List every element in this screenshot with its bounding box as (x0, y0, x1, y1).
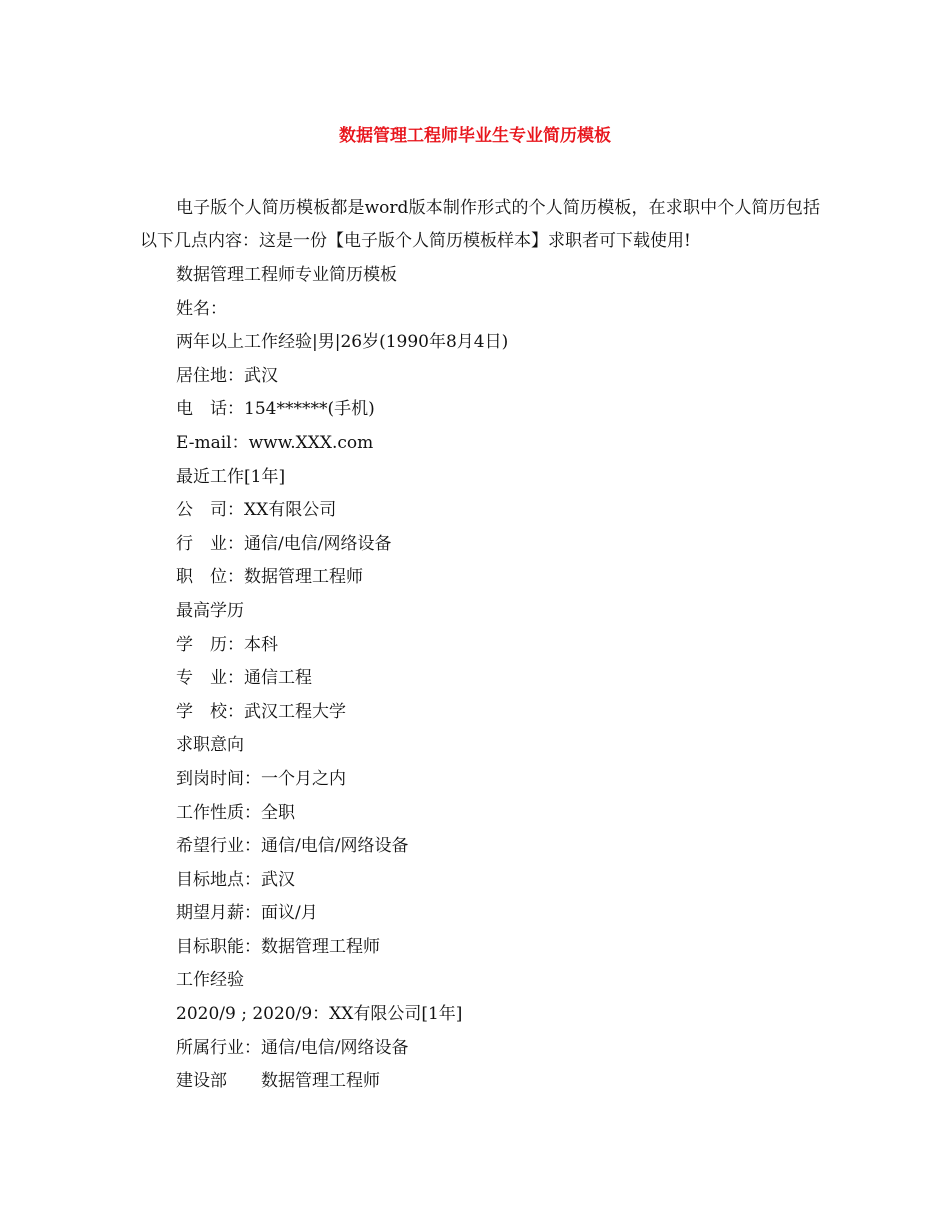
job-type-line: 工作性质：全职 (176, 802, 295, 823)
name-line: 姓名： (176, 298, 227, 319)
degree-line: 学 历：本科 (176, 634, 278, 655)
document-title: 数据管理工程师毕业生专业简历模板 (339, 126, 611, 146)
expected-salary-line: 期望月薪：面议/月 (176, 903, 318, 924)
target-location-line: 目标地点：武汉 (176, 869, 295, 890)
school-line: 学 校：武汉工程大学 (176, 701, 346, 722)
desired-industry-line: 希望行业：通信/电信/网络设备 (176, 836, 409, 857)
resume-lines (176, 259, 816, 1099)
work-industry-line: 所属行业：通信/电信/网络设备 (176, 1037, 409, 1058)
industry-line: 行 业：通信/电信/网络设备 (176, 533, 392, 554)
education-heading: 最高学历 (176, 600, 244, 621)
job-intention-heading: 求职意向 (176, 735, 244, 756)
intro-paragraph: 电子版个人简历模板都是word版本制作形式的个人简历模板，在求职中个人简历包括以下几点内容：这是一份【电子版个人简历模板样本】求职者可下载使用! (140, 198, 820, 251)
work-period-line: 2020/9 ; 2020/9：XX有限公司[1年] (176, 1004, 463, 1025)
email-line: E-mail：www.XXX.com (176, 432, 374, 453)
work-experience-heading: 工作经验 (176, 970, 244, 991)
position-line: 职 位：数据管理工程师 (176, 567, 363, 588)
department-line: 建设部 数据管理工程师 (176, 1071, 380, 1092)
resume-subtitle: 数据管理工程师专业简历模板 (176, 265, 397, 285)
target-function-line: 目标职能：数据管理工程师 (176, 936, 380, 957)
start-time-line: 到岗时间：一个月之内 (176, 768, 346, 789)
company-line: 公 司：XX有限公司 (176, 500, 337, 521)
experience-summary-line: 两年以上工作经验|男|26岁(1990年8月4日) (176, 332, 509, 353)
recent-work-heading: 最近工作[1年] (176, 466, 286, 487)
phone-line: 电 话：154******(手机) (176, 399, 375, 420)
residence-line: 居住地：武汉 (176, 365, 278, 386)
major-line: 专 业：通信工程 (176, 668, 312, 689)
